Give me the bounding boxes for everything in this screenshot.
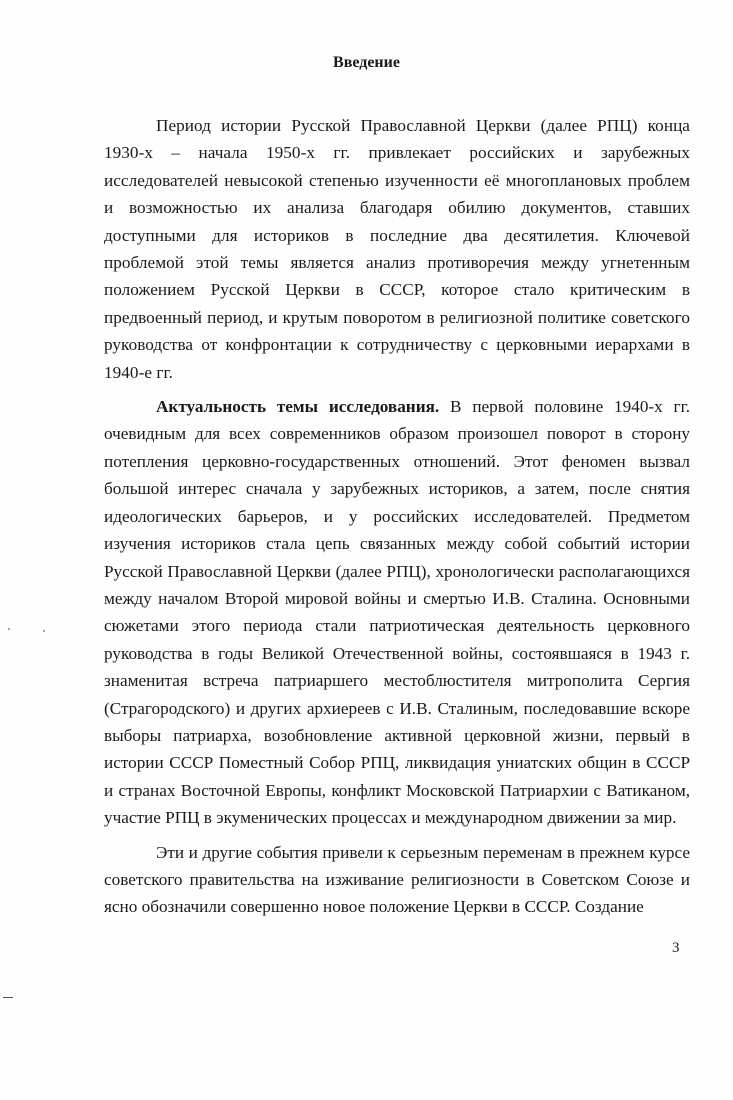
document-title: Введение (333, 54, 400, 71)
paragraph-text: Эти и другие события привели к серьезным переменам в прежнем курсе советского правительства на изживание религиозности в Советском Союзе и ясно обозначили совершенно новое положение Церкви в СССР. Создание (104, 842, 690, 917)
paragraph-text: В первой половине 1940-х гг. очевидным для всех современников образом произошел поворот в сторону потепления церковно-государственных отношений. Этот феномен вызвал большой интерес сначала у зарубежных историков, а затем, после снятия идеологических барьеров, и у российских исследователей. Предметом изучения историков стала цепь связанных между собой событий истории Русской Православной Церкви (далее РПЦ), хронологически располагающихся между началом Второй мировой войны и смертью И.В. Сталина. Основными сюжетами этого периода стали патриотическая деятельность церковного руководства в годы Великой Отечественной войны, состоявшаяся в 1943 г. знаменитая встреча патриаршего местоблюстителя митрополита Сергия (Страгородского) и других архиереев с И.В. Сталиным, последовавшие вскоре выборы патриарха, возобновление активной церковной жизни, первый в истории СССР Поместный Собор РПЦ, ликвидация униатских общин в СССР и странах Восточной Европы, конфликт Московской Патриархии с Ватиканом, участие РПЦ в экуменических процессах и международном движении за мир. (104, 397, 691, 828)
paragraph-consequences (104, 839, 690, 921)
paragraph-heading: Актуальность темы исследования. (156, 397, 440, 417)
scan-artifact-dot (43, 630, 45, 632)
scan-artifact-dot (8, 628, 10, 630)
page-number: 3 (672, 940, 680, 956)
paragraph-relevance (104, 393, 690, 832)
document-body (104, 112, 690, 928)
scan-artifact-dash (3, 997, 13, 998)
paragraph-intro (104, 112, 690, 386)
paragraph-text: Период истории Русской Православной Церкви (далее РПЦ) конца 1930-х – начала 1950-х гг. привлекает российских и зарубежных исследователей невысокой степенью изученности её многоплановых проблем и возможностью их анализа благодаря обилию документов, ставших доступными для историков в последние два десятилетия. Ключевой проблемой этой темы является анализ противоречия между угнетенным положением Русской Церкви в СССР, которое стало критическим в предвоенный период, и крутым поворотом в религиозной политике советского руководства от конфронтации к сотрудничеству с церковными иерархами в 1940-е гг. (104, 116, 690, 382)
